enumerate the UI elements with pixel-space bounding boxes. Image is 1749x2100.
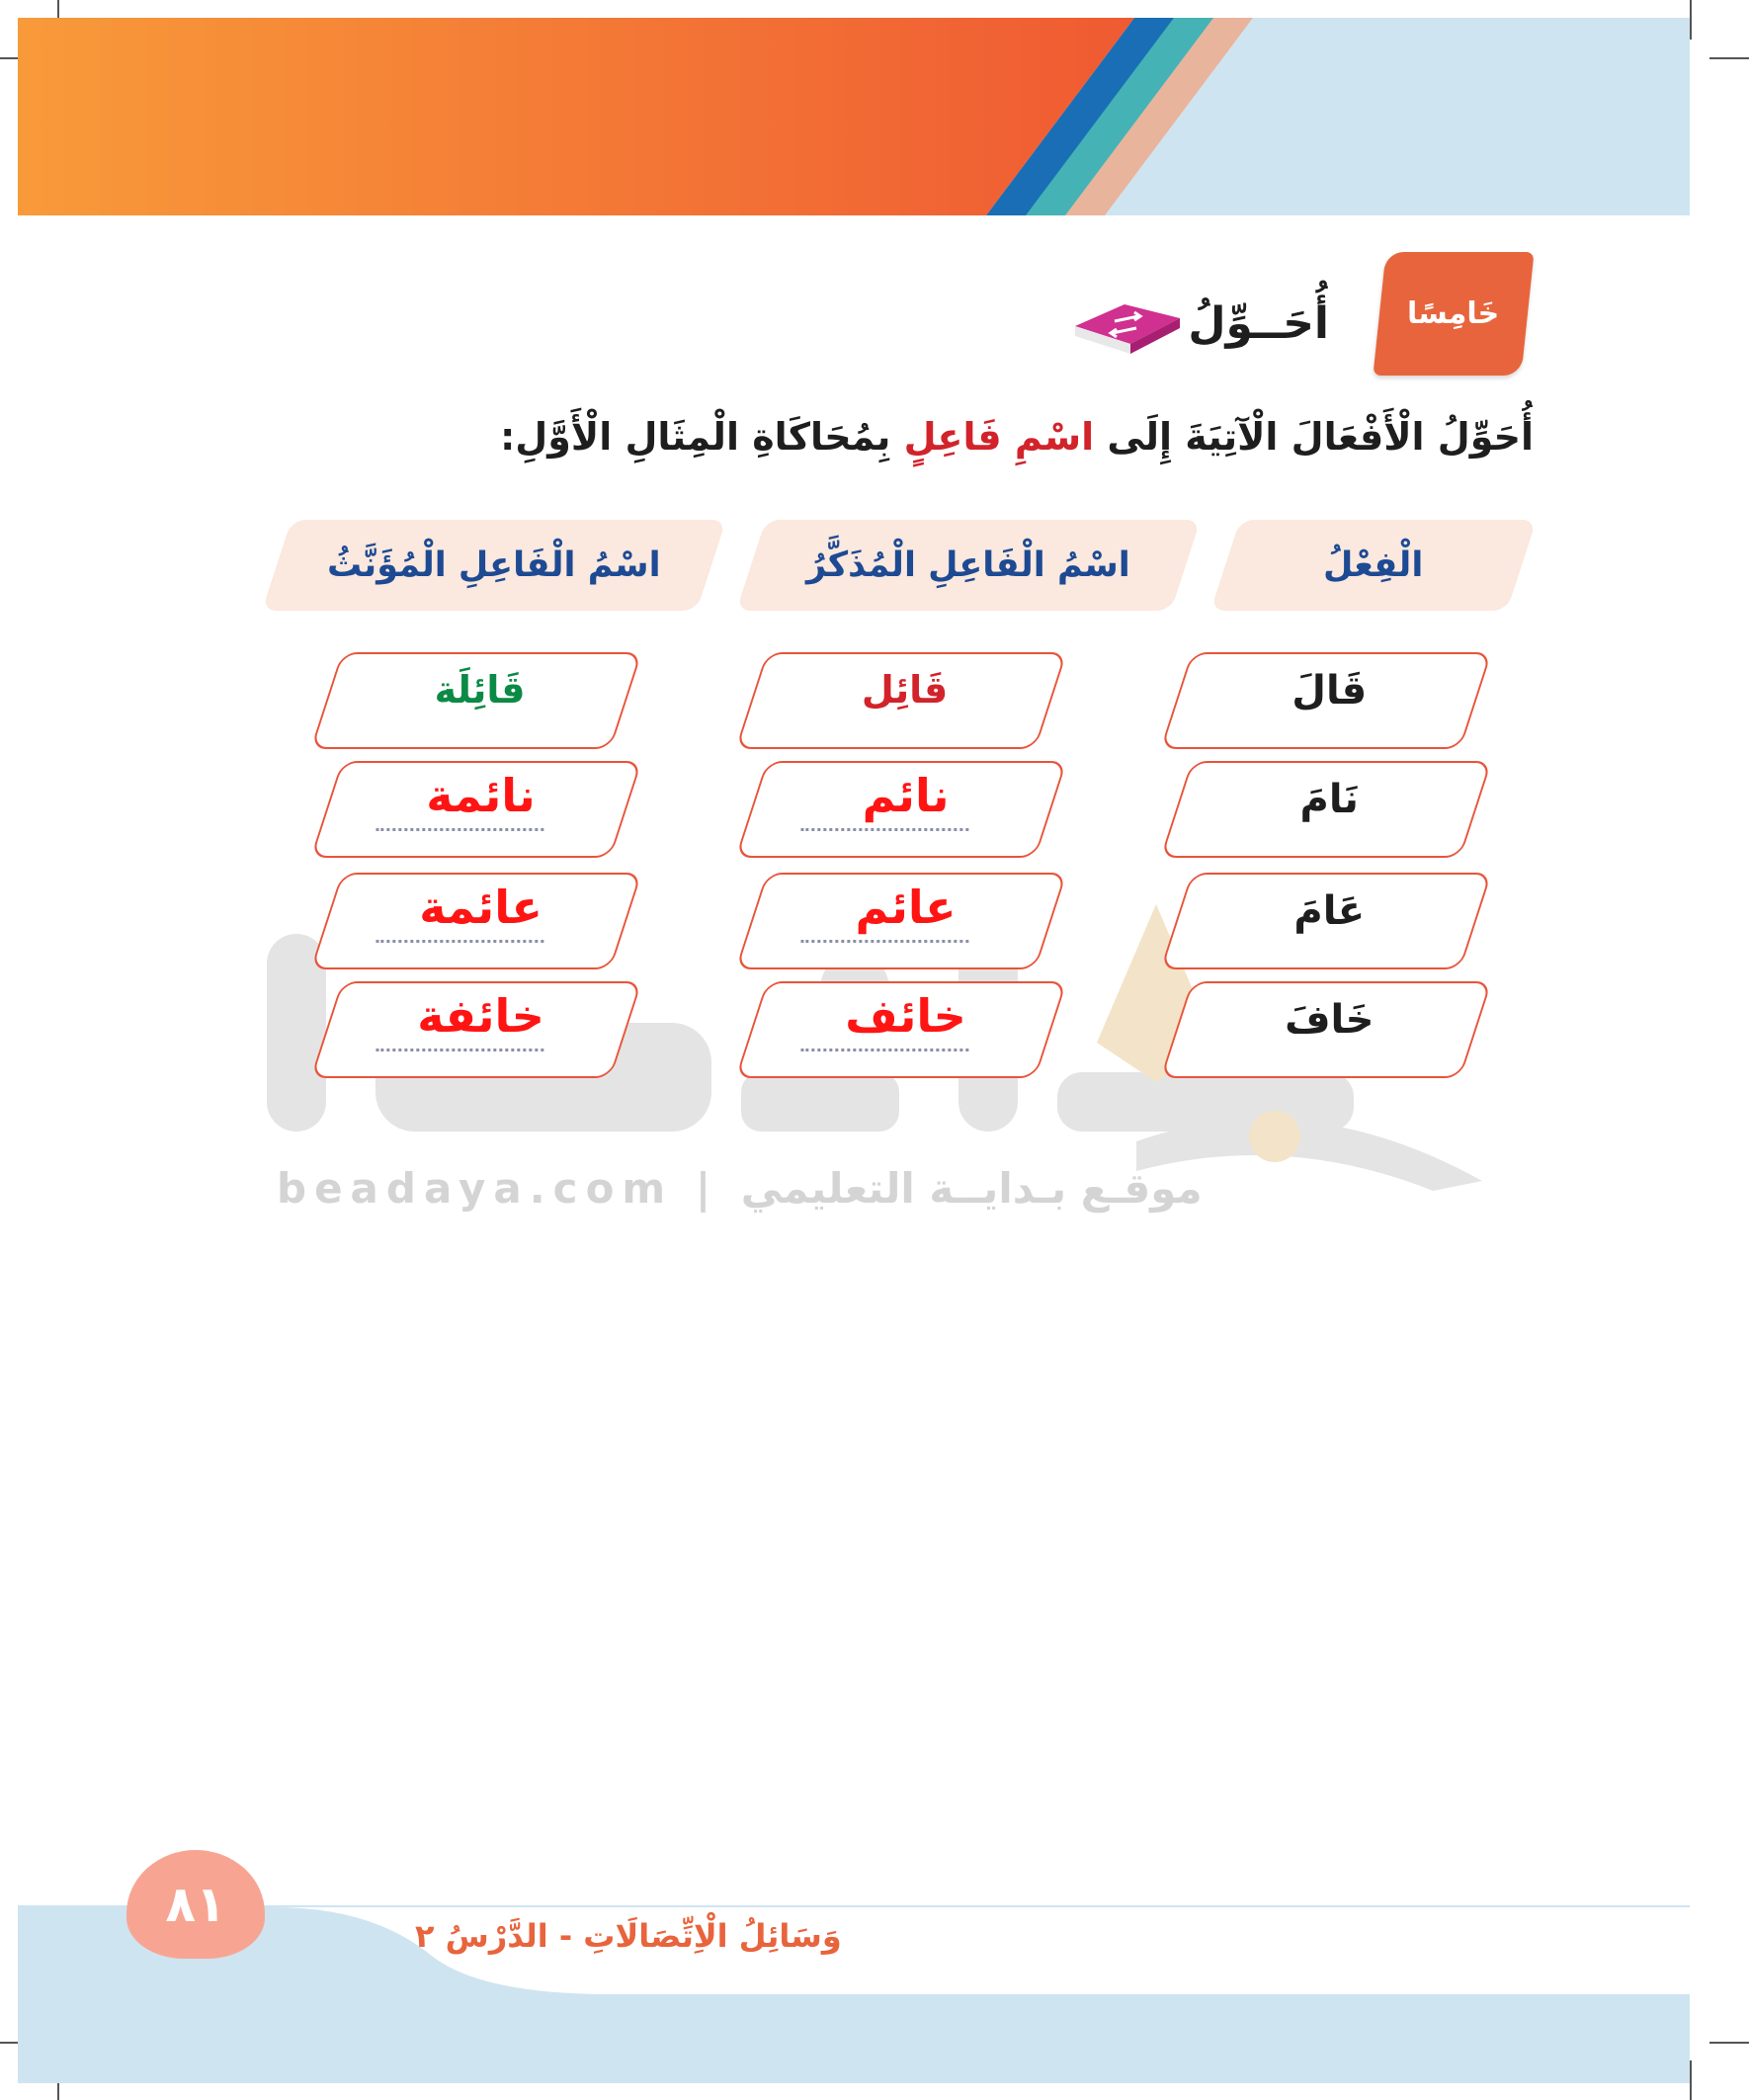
crop-mark bbox=[1690, 2060, 1692, 2100]
section-badge bbox=[1373, 252, 1534, 376]
masculine-answer: خائف bbox=[845, 989, 966, 1043]
answer-dotted-line bbox=[375, 1049, 543, 1051]
masculine-answer-cell[interactable] bbox=[735, 981, 1067, 1078]
crop-mark bbox=[1709, 57, 1749, 59]
answer-dotted-line bbox=[375, 940, 543, 943]
instruction-after: بِمُحَاكَاةِ الْمِثَالِ الْأَوَّلِ: bbox=[500, 415, 904, 459]
instruction-accent: اسْمِ فَاعِلٍ bbox=[903, 415, 1095, 459]
masculine-answer: عائم bbox=[855, 881, 957, 934]
crop-mark bbox=[1709, 2042, 1749, 2044]
answer-dotted-line bbox=[800, 940, 968, 943]
page-number: ٨١ bbox=[126, 1850, 265, 1959]
crop-mark bbox=[1690, 0, 1692, 40]
feminine-answer-cell[interactable] bbox=[310, 981, 642, 1078]
section-badge-label: خَامِسًا bbox=[1407, 296, 1500, 331]
section-title: أُحَــوِّلُ bbox=[1188, 298, 1329, 349]
watermark-site: beadaya.com | موقـع بـدايــة التعليمي bbox=[277, 1164, 1203, 1213]
feminine-answer-cell[interactable] bbox=[310, 873, 642, 969]
verb-cell bbox=[1160, 761, 1492, 858]
feminine-example: قَائِلَة bbox=[434, 668, 526, 712]
verb-cell bbox=[1160, 873, 1492, 969]
feminine-answer: خائفة bbox=[417, 989, 544, 1043]
verb-cell bbox=[1160, 981, 1492, 1078]
header-banner bbox=[18, 18, 1690, 215]
column-header-verb bbox=[1210, 520, 1537, 611]
verb-text: خَافَ bbox=[1285, 997, 1374, 1043]
masculine-example: قَائِل bbox=[861, 668, 949, 712]
column-header-feminine bbox=[262, 520, 726, 611]
instruction-before: أُحَوِّلُ الْأَفْعَالَ الْآتِيَةَ إِلَى bbox=[1094, 415, 1534, 459]
column-header-masculine bbox=[736, 520, 1201, 611]
footer-banner bbox=[18, 1895, 1690, 2083]
feminine-answer: نائمة bbox=[426, 769, 536, 822]
feminine-answer: عائمة bbox=[419, 881, 542, 934]
column-header-masculine-label: اسْمُ الْفَاعِلِ الْمُذَكَّرُ bbox=[806, 546, 1130, 585]
masculine-cell bbox=[735, 652, 1067, 749]
answer-dotted-line bbox=[800, 1049, 968, 1051]
feminine-cell bbox=[310, 652, 642, 749]
instruction-text bbox=[500, 415, 1534, 459]
verb-text: قَالَ bbox=[1291, 668, 1368, 714]
verb-text: نَامَ bbox=[1299, 777, 1359, 822]
book-icon bbox=[1065, 296, 1186, 356]
answer-dotted-line bbox=[375, 828, 543, 831]
masculine-answer-cell[interactable] bbox=[735, 761, 1067, 858]
lesson-title: وَسَائِلُ الْاِتِّصَالَاتِ - الدَّرْسُ ٢ bbox=[415, 1917, 842, 1955]
verb-cell bbox=[1160, 652, 1492, 749]
verb-text: عَامَ bbox=[1293, 888, 1366, 934]
answer-dotted-line bbox=[800, 828, 968, 831]
column-header-verb-label: الْفِعْلُ bbox=[1323, 546, 1424, 585]
feminine-answer-cell[interactable] bbox=[310, 761, 642, 858]
masculine-answer-cell[interactable] bbox=[735, 873, 1067, 969]
column-header-feminine-label: اسْمُ الْفَاعِلِ الْمُؤَنَّثُ bbox=[327, 546, 661, 585]
masculine-answer: نائم bbox=[862, 769, 950, 822]
